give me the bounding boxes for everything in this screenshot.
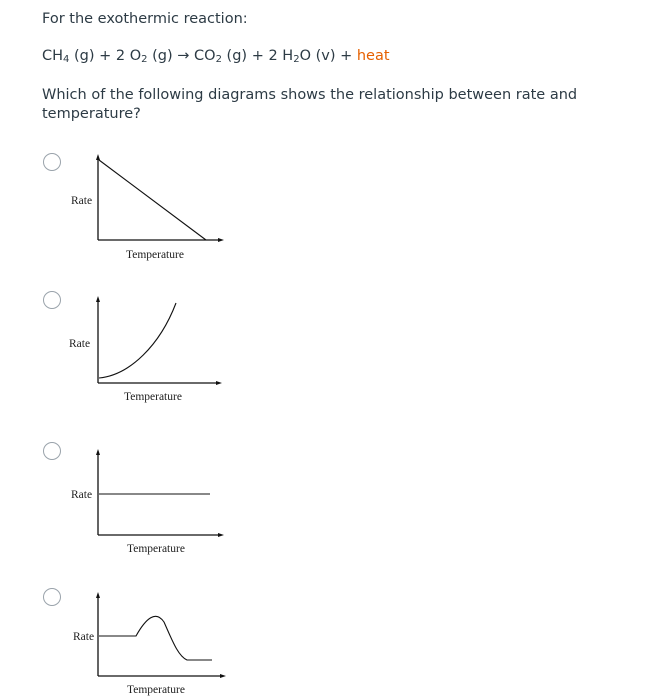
- x-label: Temperature: [127, 543, 185, 555]
- heat-label: heat: [356, 48, 390, 64]
- eq-part: CH: [42, 48, 64, 64]
- x-label: Temperature: [124, 391, 182, 403]
- x-axis-arrow-icon: [220, 674, 226, 678]
- intro-text: For the exothermic reaction:: [42, 11, 248, 27]
- y-label: Rate: [69, 338, 91, 350]
- eq-sub: 2: [293, 54, 300, 65]
- y-label: Rate: [71, 195, 93, 207]
- eq-part: O (v) +: [299, 48, 357, 64]
- y-label: Rate: [73, 631, 95, 643]
- eq-sub: 4: [63, 54, 70, 65]
- eq-part: (g) + 2 O: [69, 48, 142, 64]
- question-text: Which of the following diagrams shows the relationship between rate and temperature?: [42, 87, 578, 122]
- eq-sub: 2: [141, 54, 148, 65]
- eq-part: (g) → CO: [147, 48, 216, 64]
- eq-sub: 2: [215, 54, 222, 65]
- x-label: Temperature: [126, 249, 184, 261]
- y-label: Rate: [71, 489, 93, 501]
- curve: [99, 616, 212, 660]
- x-label: Temperature: [127, 684, 185, 696]
- y-axis-arrow-icon: [96, 592, 100, 598]
- eq-part: (g) + 2 H: [221, 48, 294, 64]
